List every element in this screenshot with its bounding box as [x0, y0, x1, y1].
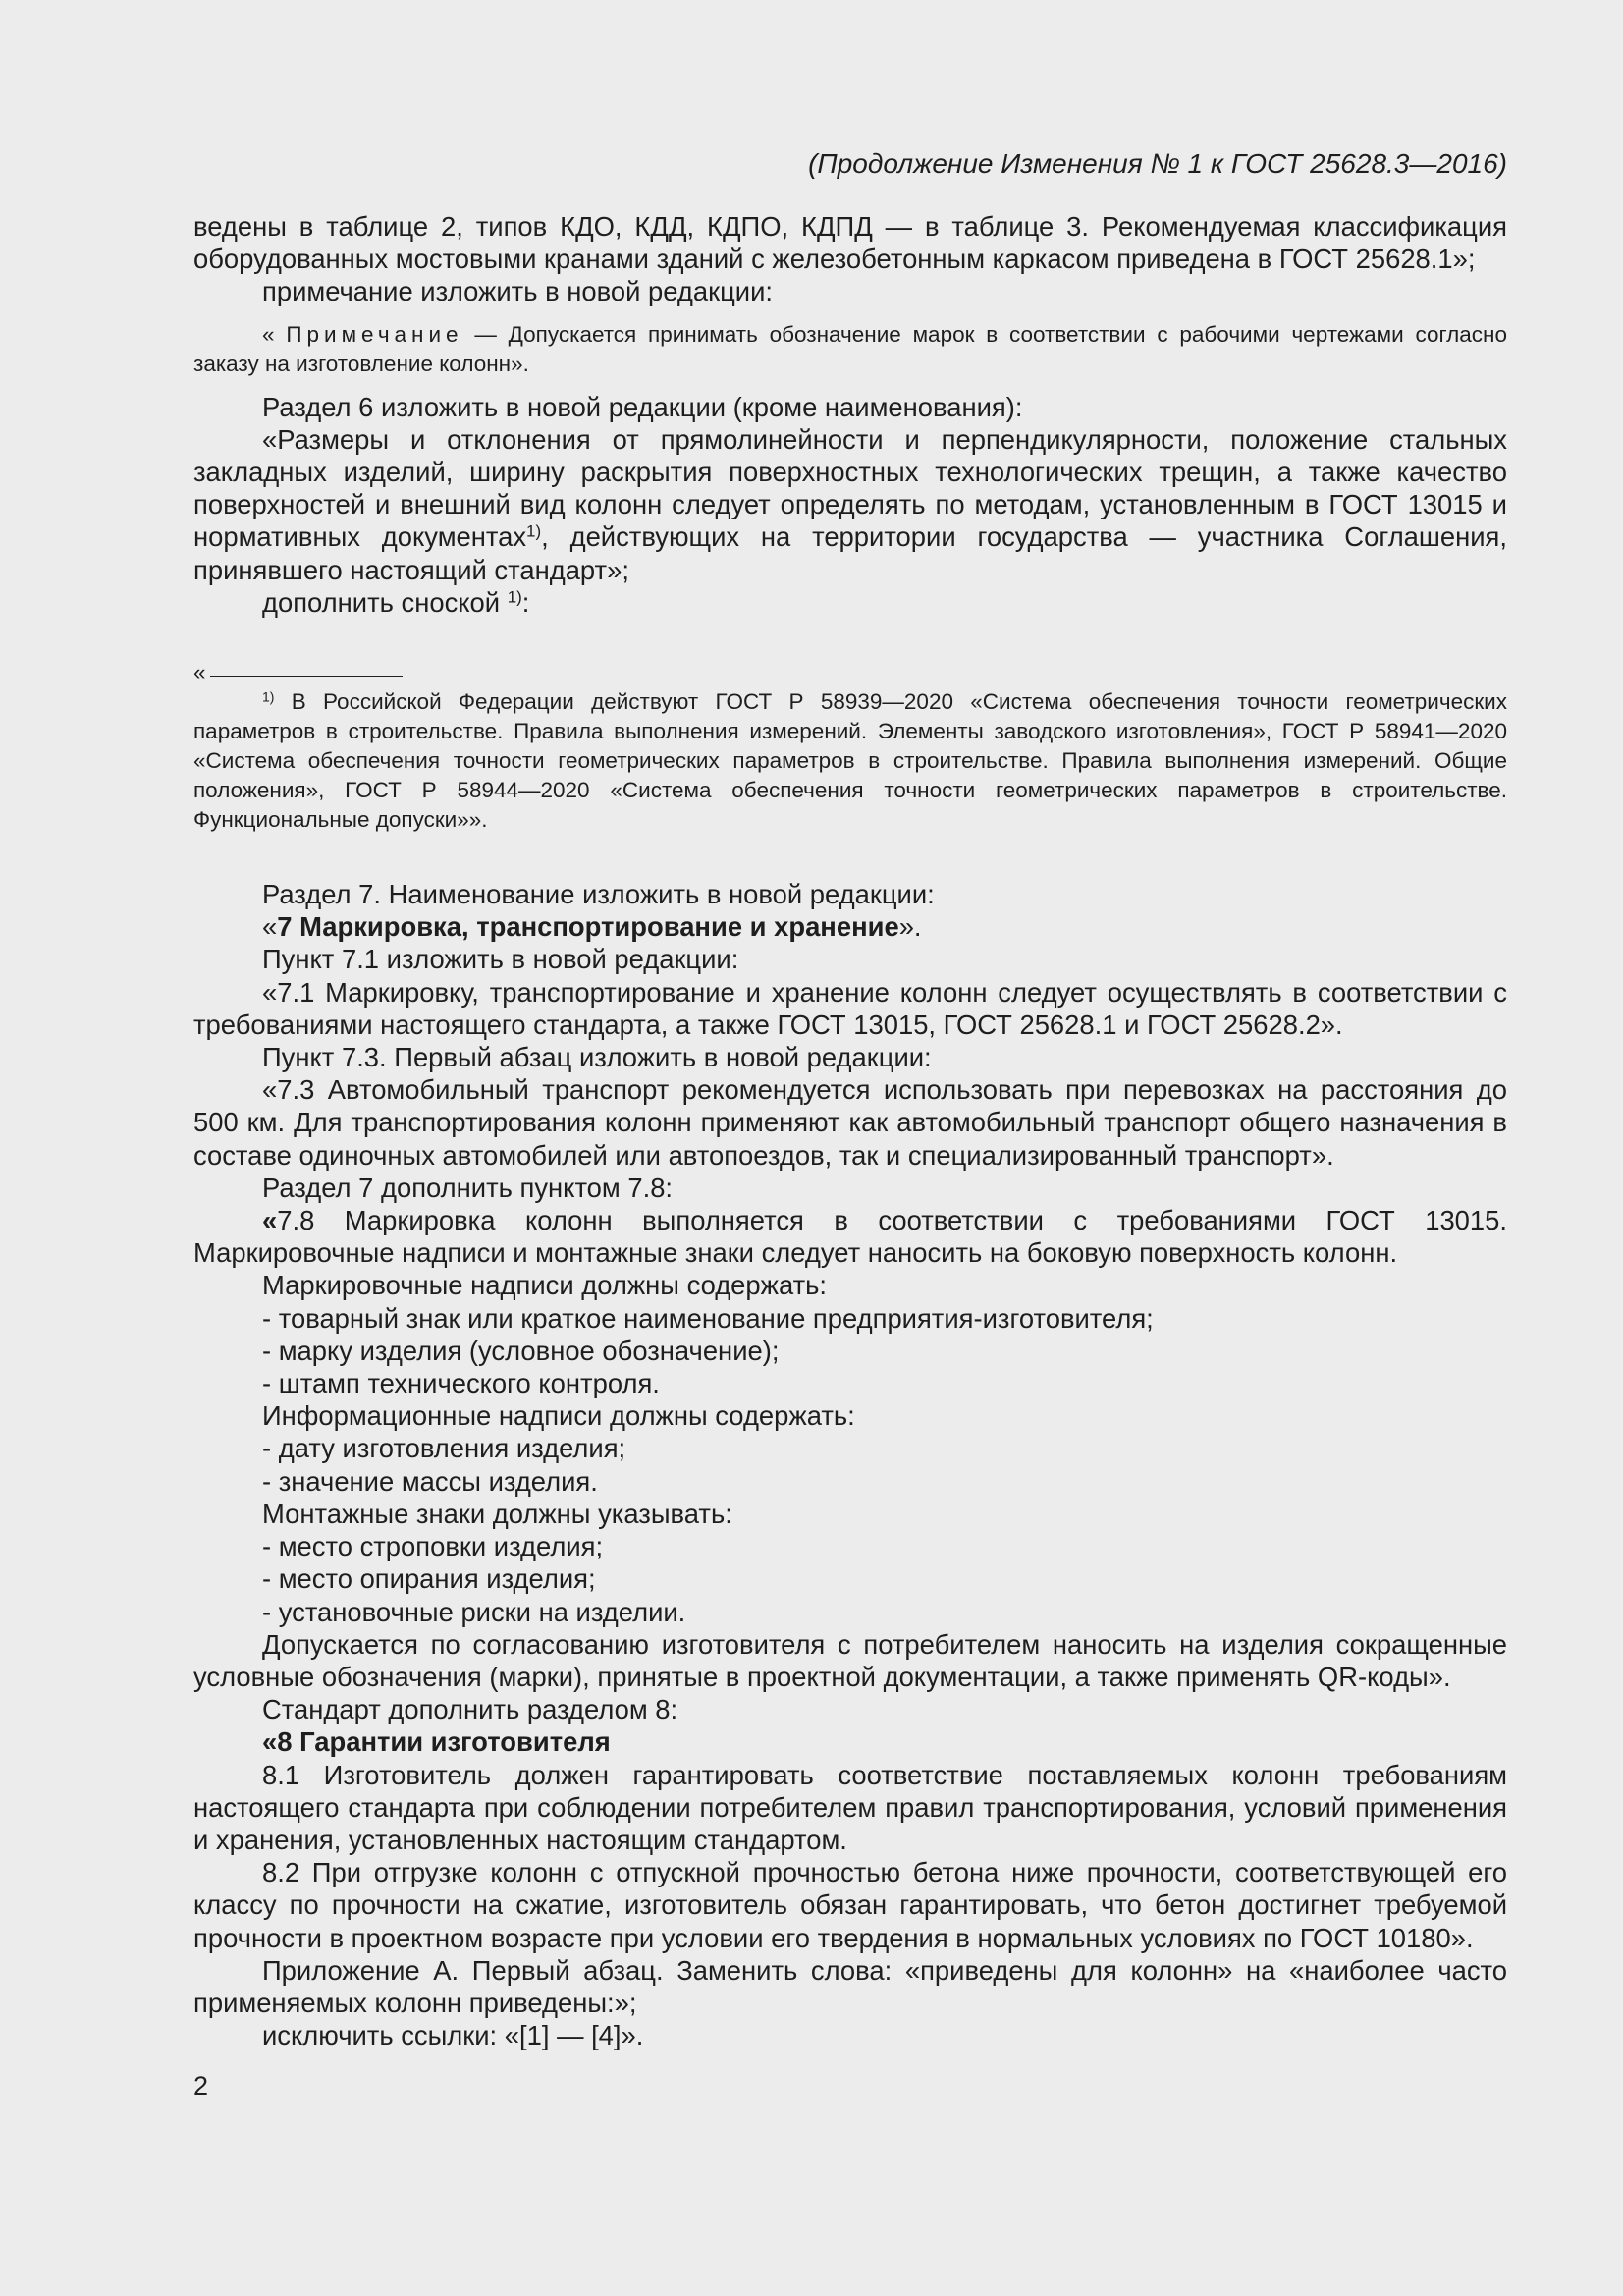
list-item: - место опирания изделия; [262, 1563, 596, 1595]
text: « [262, 1205, 278, 1236]
paragraph: Информационные надписи должны содержать: [262, 1400, 855, 1432]
paragraph: Допускается по согласованию изготовителя с потребителем наносить на изделия сокращенные условные обозначения (марки), принятые в проектной документации, а также применять QR-коды». [193, 1628, 1507, 1692]
text: дополнить сноской [262, 586, 508, 618]
paragraph: Раздел 6 изложить в новой редакции (кроме наименования): [262, 391, 1023, 422]
paragraph: 8.1 Изготовитель должен гарантировать соответствие поставляемых колонн требованиям настоящего стандарта при соблюдении потребителем правил транспортирования, условий применения и хранения, установленных настоящим стандартом. [193, 1759, 1507, 1855]
text: « [262, 911, 278, 943]
paragraph: Монтажные знаки должны указывать: [262, 1498, 732, 1529]
text: , действующих на территории государства — участника Соглашения, принявшего настоящий стандарт»; [193, 521, 1507, 585]
paragraph: Пункт 7.1 изложить в новой редакции: [262, 944, 739, 975]
paragraph: Стандарт дополнить разделом 8: [262, 1694, 678, 1725]
list-item: - установочные риски на изделии. [262, 1596, 686, 1627]
paragraph: ведены в таблице 2, типов КДО, КДД, КДПО, КДПД — в таблице 3. Рекомендуемая классификация оборудованных мостовыми кранами зданий с железобетонным каркасом приведена в ГОСТ 25628.1»; [193, 211, 1507, 275]
list-item: - марку изделия (условное обозначение); [262, 1335, 780, 1366]
text: : [521, 586, 530, 618]
spacer [193, 835, 1507, 878]
paragraph: Раздел 7. Наименование изложить в новой редакции: [262, 879, 935, 910]
list-item: - значение массы изделия. [262, 1465, 598, 1497]
paragraph [193, 423, 1507, 586]
footnote-block [193, 662, 1507, 835]
paragraph: примечание изложить в новой редакции: [262, 276, 773, 307]
page-header: (Продолжение Изменения № 1 к ГОСТ 25628.3—2016) [808, 148, 1507, 179]
section-heading [193, 1725, 1507, 1758]
paragraph: «7.1 Маркировку, транспортирование и хранение колонн следует осуществлять в соответствии с требованиями настоящего стандарта, а также ГОСТ 13015, ГОСТ 25628.1 и ГОСТ 25628.2». [193, 976, 1507, 1040]
text: «Размеры и отклонения от прямолинейности и перпендикулярности, положение стальных закладных изделий, ширину раскрытия поверхностных технологических трещин, а также качество поверхностей и внешний вид колонн следует определять по методам, установленным в ГОСТ 13015 и нормативных документах [193, 423, 1507, 553]
footnote-rule [210, 676, 403, 677]
paragraph: 8.2 При отгрузке колонн с отпускной прочностью бетона ниже прочности, соответствующей его классу по прочности на сжатие, изготовитель обязан гарантировать, что бетон достигнет требуемой прочности в проектном возрасте при условии его твердения в нормальных условиях по ГОСТ 10180». [193, 1857, 1507, 1953]
list-item: - место строповки изделия; [262, 1531, 604, 1562]
paragraph: «7.3 Автомобильный транспорт рекомендуется использовать при перевозках на расстояния до 500 км. Для транспортирования колонн применяют как автомобильный транспорт общего назначения в составе одиночных автомобилей или автопоездов, так и специализированный транспорт». [193, 1074, 1507, 1171]
footnote-separator [193, 662, 1507, 683]
text: ». [898, 911, 922, 943]
footnote-ref: 1) [526, 522, 542, 542]
paragraph [193, 586, 1507, 619]
paragraph: Раздел 7 дополнить пунктом 7.8: [262, 1172, 674, 1203]
footnote-ref: 1) [507, 587, 522, 607]
footnote-mark: 1) [262, 688, 275, 705]
paragraph: Пункт 7.3. Первый абзац изложить в новой редакции: [262, 1042, 932, 1073]
paragraph: исключить ссылки: «[1] — [4]». [262, 2020, 644, 2051]
paragraph: Приложение А. Первый абзац. Заменить слова: «приведены для колонн» на «наиболее часто применяемых колонн приведены:»; [193, 1954, 1507, 2018]
footnote-quote: « [193, 660, 206, 685]
list-item: - дату изготовления изделия; [262, 1433, 626, 1464]
text: 7.8 Маркировка колонн выполняется в соответствии с требованиями ГОСТ 13015. Маркировочные надписи и монтажные знаки следует наносить на боковую поверхность колонн. [193, 1205, 1507, 1269]
paragraph: Маркировочные надписи должны содержать: [262, 1270, 828, 1301]
list-item: - штамп технического контроля. [262, 1368, 660, 1399]
note-text: — Допускается принимать обозначение марок в соответствии с рабочими чертежами согласно заказу на изготовление колонн». [193, 321, 1508, 376]
section-heading: 7 Маркировка, транспортирование и хранение [277, 911, 899, 943]
list-item: - товарный знак или краткое наименование предприятия-изготовителя; [262, 1302, 1154, 1334]
note-open: « [262, 321, 287, 347]
paragraph [193, 910, 1507, 943]
footnote-text [193, 687, 1507, 835]
note-paragraph [193, 320, 1507, 379]
note-label: Примечание [286, 321, 463, 347]
document-body [193, 210, 1507, 2051]
text: В Российской Федерации действуют ГОСТ Р 58939—2020 «Система обеспечения точности геометрических параметров в строительстве. Правила выполнения измерений. Элементы заводского изготовления», ГОСТ Р 58941—2020 «Система обеспечения точности геометрических параметров в строительстве. Правила выполнения измерений. Общие положения», ГОСТ Р 58944—2020 «Система обеспечения точности геометрических параметров в строительстве. Функциональные допуски»». [193, 689, 1507, 833]
paragraph [193, 1204, 1507, 1269]
text: «8 Гарантии изготовителя [262, 1726, 611, 1758]
page-number: 2 [193, 2071, 209, 2101]
